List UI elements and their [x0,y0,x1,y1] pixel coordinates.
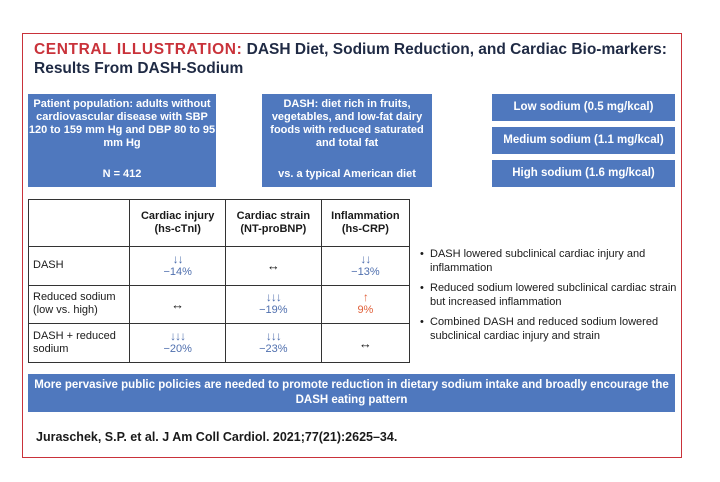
down-arrow-icon: ↓↓↓ [265,329,281,344]
title-lead: CENTRAL ILLUSTRATION: [34,41,243,58]
down-arrow-icon: ↓↓↓ [170,329,186,344]
down-arrow-icon: ↓↓ [360,251,371,266]
sodium-level-medium: Medium sodium (1.1 mg/kcal) [492,127,675,154]
table-header-strain: Cardiac strain (NT-proBNP) [225,200,321,247]
cell-value: 9% [357,304,374,317]
no-change-arrow-icon: ↔ [358,335,372,351]
cell-sodium-injury [130,285,226,324]
dash-diet-text: DASH: diet rich in fruits, vegetables, and low-fat dairy foods with reduced saturated and total fat [270,98,424,149]
findings-list [420,248,680,350]
cell-combined-injury [130,324,226,363]
cell-dash-inflammation [321,247,409,286]
table-header-injury: Cardiac injury (hs-cTnI) [130,200,226,247]
sodium-level-high: High sodium (1.6 mg/kcal) [492,160,675,187]
cell-combined-strain [225,324,321,363]
no-change-arrow-icon: ↔ [266,258,280,274]
finding-combined: • Combined DASH and reduced sodium lowered subclinical cardiac injury and strain [420,316,680,343]
cell-value: −23% [259,343,288,356]
table-row [29,324,410,363]
finding-sodium: • Reduced sodium lowered subclinical cardiac strain but increased inflammation [420,282,680,309]
citation: Juraschek, S.P. et al. J Am Coll Cardiol. 2021;77(21):2625–34. [36,430,398,444]
cell-value: −20% [163,343,192,356]
cell-value: −19% [259,304,288,317]
no-change-arrow-icon: ↔ [171,296,185,312]
cell-value: −13% [351,265,380,278]
row-label-dash: DASH [29,247,130,286]
cell-dash-strain [225,247,321,286]
policy-banner: More pervasive public policies are needed to promote reduction in dietary sodium intake and broadly encourage the DASH eating pattern [28,374,675,412]
cell-dash-injury [130,247,226,286]
finding-dash: • DASH lowered subclinical cardiac injury and inflammation [420,248,680,275]
title-text: DASH Diet, Sodium Reduction, and Cardiac Bio-markers: Results From DASH-Sodium [34,41,667,77]
cell-value: −14% [163,265,192,278]
table-header-row [29,200,410,247]
dash-diet-comparison: vs. a typical American diet [278,168,416,180]
down-arrow-icon: ↓↓ [172,251,183,266]
population-box [28,94,216,187]
cell-sodium-strain [225,285,321,324]
illustration-title [34,40,674,78]
results-table [28,199,410,363]
dash-diet-box [262,94,432,187]
sodium-level-low: Low sodium (0.5 mg/kcal) [492,94,675,121]
row-label-combined: DASH + reduced sodium [29,324,130,363]
row-label-reduced-sodium: Reduced sodium (low vs. high) [29,285,130,324]
table-header-corner [29,200,130,247]
cell-combined-inflammation [321,324,409,363]
up-arrow-icon: ↑ [362,290,368,305]
table-row [29,285,410,324]
table-header-inflammation: Inflammation (hs-CRP) [321,200,409,247]
down-arrow-icon: ↓↓↓ [265,290,281,305]
population-text: Patient population: adults without cardiovascular disease with SBP 120 to 159 mm Hg and DBP 80 to 95 mm Hg [28,98,216,149]
population-n: N = 412 [102,168,142,180]
table-row [29,247,410,286]
cell-sodium-inflammation [321,285,409,324]
